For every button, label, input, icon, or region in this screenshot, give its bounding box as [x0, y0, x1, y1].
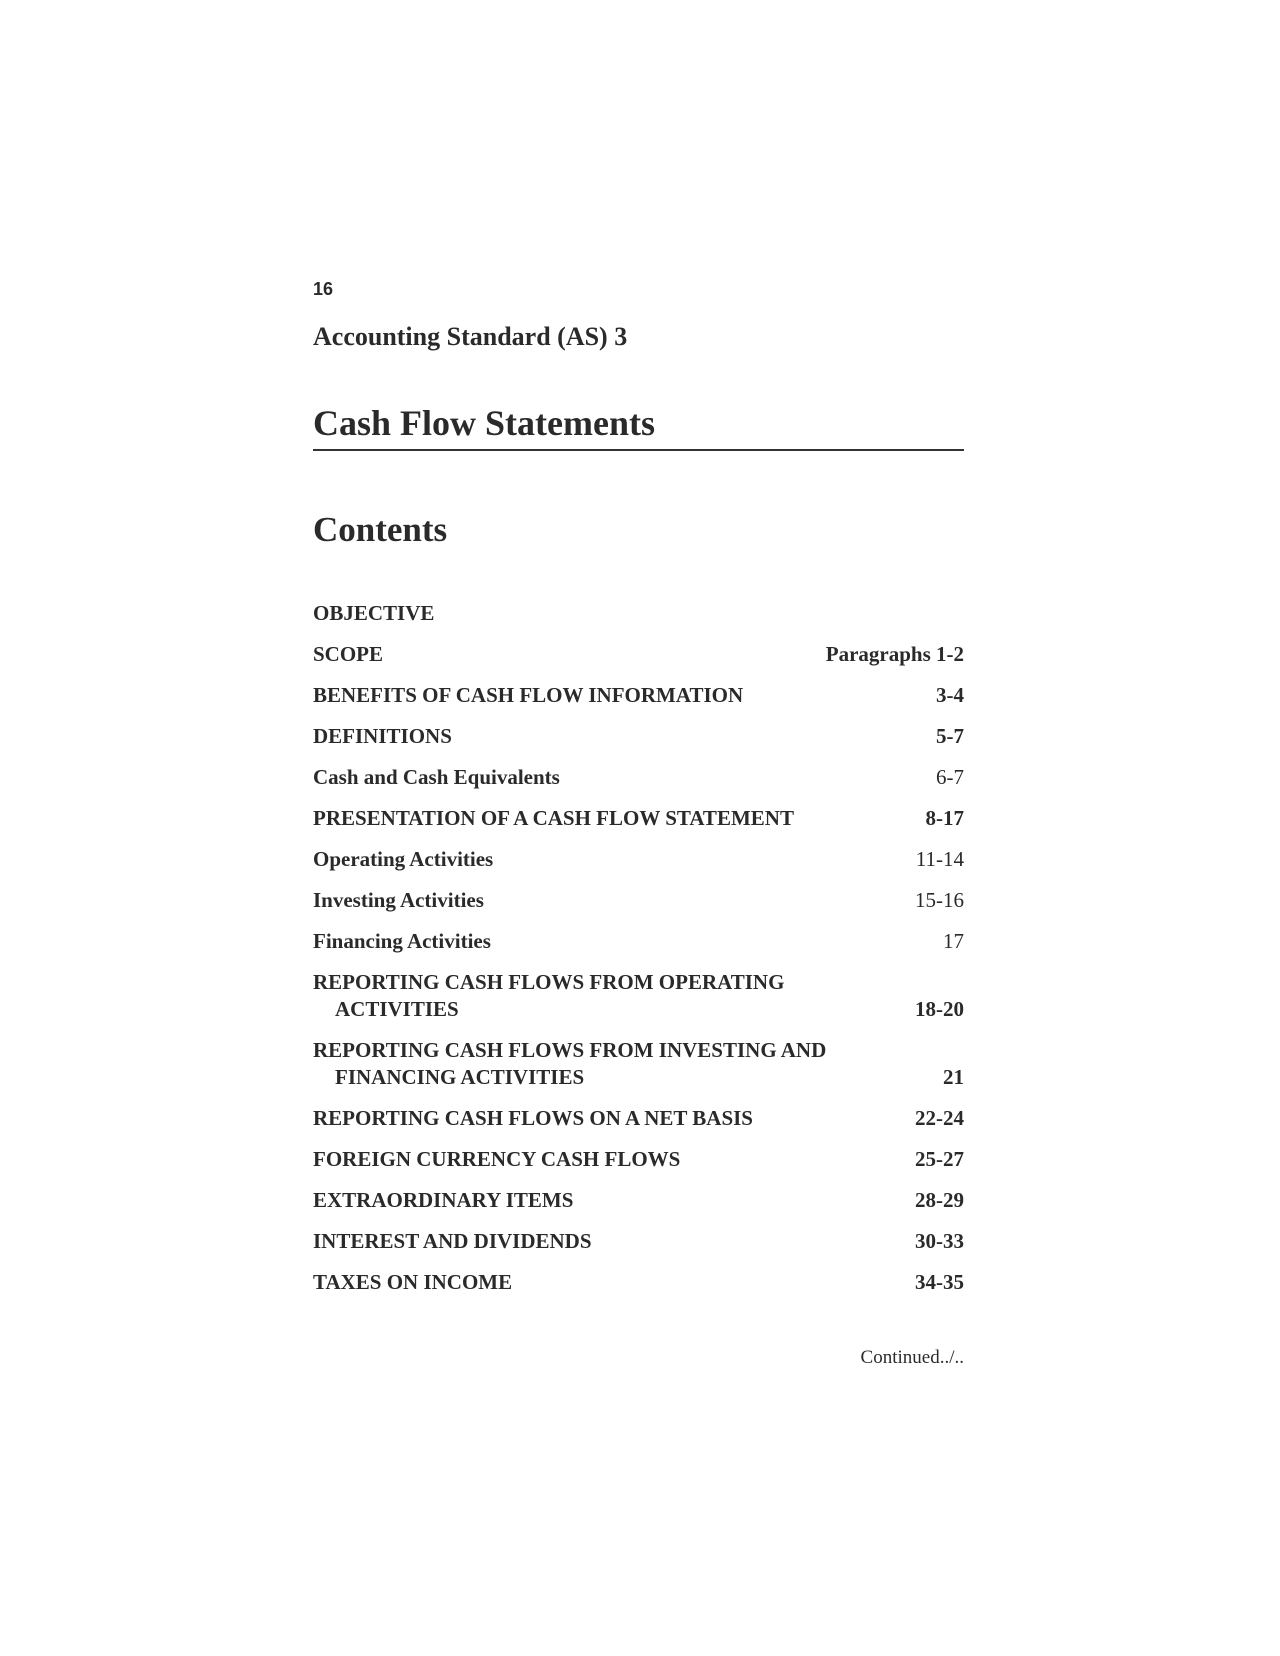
toc-ref: 8-17	[925, 806, 964, 830]
toc-label: FOREIGN CURRENCY CASH FLOWS	[313, 1147, 681, 1171]
contents-heading: Contents	[313, 510, 448, 549]
toc-label: EXTRAORDINARY ITEMS	[313, 1188, 574, 1212]
toc-label: Financing Activities	[313, 929, 491, 953]
toc-ref: 18-20	[915, 997, 964, 1021]
toc-label: TAXES ON INCOME	[313, 1270, 513, 1294]
toc-item-presentation	[313, 805, 964, 832]
toc-item-reporting-investing	[313, 1037, 964, 1091]
toc-label: OBJECTIVE	[313, 601, 435, 625]
toc-label-line1: REPORTING CASH FLOWS FROM INVESTING AND	[313, 1038, 827, 1062]
toc-item-net-basis	[313, 1105, 964, 1132]
toc-item-extraordinary	[313, 1187, 964, 1214]
toc-label: Investing Activities	[313, 888, 484, 912]
toc-label: PRESENTATION OF A CASH FLOW STATEMENT	[313, 806, 794, 830]
toc-label-line2: FINANCING ACTIVITIES	[335, 1065, 585, 1089]
toc-ref: 30-33	[915, 1229, 964, 1253]
toc-ref: 17	[943, 929, 964, 953]
toc-item-taxes	[313, 1269, 964, 1296]
page-title: Cash Flow Statements	[313, 403, 655, 443]
toc-label-line1: REPORTING CASH FLOWS FROM OPERATING	[313, 970, 785, 994]
toc-item-cash-equivalents	[313, 764, 964, 791]
title-rule	[313, 449, 964, 451]
toc-item-reporting-operating	[313, 969, 964, 1023]
toc-ref: 34-35	[915, 1270, 964, 1294]
toc-ref: 21	[943, 1065, 964, 1089]
table-of-contents	[313, 600, 964, 1310]
toc-label	[313, 1037, 826, 1091]
toc-item-foreign-currency	[313, 1146, 964, 1173]
toc-ref: 15-16	[915, 888, 964, 912]
toc-label-line2: ACTIVITIES	[335, 997, 459, 1021]
continued-note: Continued../..	[860, 1347, 964, 1368]
toc-ref: 28-29	[915, 1188, 964, 1212]
toc-label: BENEFITS OF CASH FLOW INFORMATION	[313, 683, 744, 707]
toc-ref: 5-7	[936, 724, 964, 748]
toc-label: Operating Activities	[313, 847, 494, 871]
toc-ref: Paragraphs 1-2	[825, 642, 964, 666]
document-page	[313, 0, 964, 1656]
toc-item-operating	[313, 846, 964, 873]
toc-ref: 6-7	[936, 765, 964, 789]
toc-ref: 3-4	[936, 683, 964, 707]
toc-item-financing	[313, 928, 964, 955]
toc-item-definitions	[313, 723, 964, 750]
toc-label: DEFINITIONS	[313, 724, 452, 748]
toc-label: SCOPE	[313, 642, 384, 666]
toc-ref: 22-24	[915, 1106, 964, 1130]
toc-label: INTEREST AND DIVIDENDS	[313, 1229, 592, 1253]
toc-item-benefits	[313, 682, 964, 709]
toc-item-interest-dividends	[313, 1228, 964, 1255]
toc-label	[313, 969, 784, 1023]
toc-ref: 25-27	[915, 1147, 964, 1171]
toc-item-scope	[313, 641, 964, 668]
toc-item-investing	[313, 887, 964, 914]
page-number: 16	[313, 279, 334, 299]
standard-heading: Accounting Standard (AS) 3	[313, 322, 628, 351]
toc-label: REPORTING CASH FLOWS ON A NET BASIS	[313, 1106, 753, 1130]
toc-item-objective	[313, 600, 964, 627]
toc-label: Cash and Cash Equivalents	[313, 765, 560, 789]
toc-ref: 11-14	[915, 847, 964, 871]
